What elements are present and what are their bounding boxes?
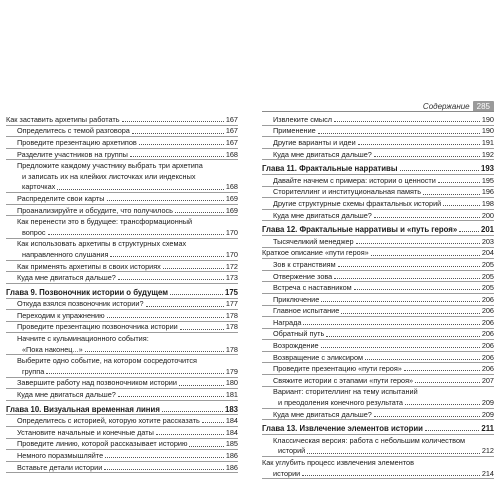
toc-entry-title: Сторителлинг и институциональная память: [273, 187, 422, 197]
toc-chapter-entry: [6, 404, 238, 416]
toc-page-number: 205: [481, 283, 494, 293]
toc-leader-dots: [107, 200, 224, 201]
toc-entry-title: Распределите свои карты: [17, 193, 105, 203]
toc-page-number: 206: [481, 306, 494, 316]
toc-page-number: 190: [481, 126, 494, 136]
toc-entry: [262, 149, 494, 161]
toc-leader-dots: [180, 329, 224, 330]
toc-entry-title: историй: [278, 446, 306, 456]
toc-chapter-entry: [262, 423, 494, 435]
toc-entry-title: Куда мне двигаться дальше?: [273, 409, 372, 419]
toc-entry-title: Выберите одно событие, на котором сосредоточится: [17, 356, 197, 366]
toc-leader-dots: [318, 133, 480, 134]
toc-entry-title: Как применять архетипы в своих историях: [17, 261, 161, 271]
toc-page-number: 195: [481, 175, 494, 185]
toc-entry-title: Определитесь с историей, которую хотите рассказать: [17, 416, 200, 426]
toc-entry-title: Давайте начнем с примера: истории о ценности: [273, 175, 436, 185]
toc-entry: [6, 310, 238, 322]
toc-page-number: 175: [224, 287, 238, 297]
toc-entry: [6, 344, 238, 356]
toc-entry: [6, 149, 238, 161]
toc-entry: [262, 340, 494, 352]
toc-entry-title: Применение: [273, 126, 316, 136]
toc-entry-title: Куда мне двигаться дальше?: [273, 149, 372, 159]
toc-entry: [6, 227, 238, 239]
toc-entry: [262, 294, 494, 306]
toc-entry: [262, 271, 494, 283]
toc-entry-title: Глава 12. Фрактальные нарративы и «путь героя»: [262, 225, 458, 235]
toc-page-number: 191: [481, 137, 494, 147]
toc-entry: [6, 427, 238, 439]
toc-leader-dots: [146, 306, 224, 307]
toc-entry: [6, 114, 238, 126]
toc-entry-title: Возвращение с эликсиром: [273, 352, 364, 362]
toc-entry: [262, 282, 494, 294]
toc-entry-title: Глава 13. Извлечение элементов истории: [262, 424, 423, 434]
toc-page-number: 184: [225, 416, 238, 426]
toc-leader-dots: [334, 278, 480, 279]
toc-entry: [6, 299, 238, 311]
toc-entry-title: Куда мне двигаться дальше?: [17, 390, 116, 400]
toc-page-number: 180: [225, 378, 238, 388]
toc-page-number: 201: [480, 225, 494, 235]
toc-entry-title: Краткое описание «пути героя»: [262, 248, 369, 258]
toc-entry-title: карточках: [22, 182, 56, 192]
toc-entry-title: Как перенести это в будущее: трансформационный: [17, 217, 193, 227]
toc-entry-title: Определитесь с темой разговора: [17, 126, 130, 136]
toc-entry-title: Глава 9. Позвоночник истории о будущем: [6, 287, 169, 297]
toc-page-number: 209: [481, 409, 494, 419]
toc-page-number: 168: [225, 149, 238, 159]
toc-page-number: 207: [481, 375, 494, 385]
toc-leader-dots: [85, 351, 224, 352]
toc-entry: [6, 389, 238, 401]
toc-chapter-entry: [262, 163, 494, 175]
running-header-title: Содержание: [422, 101, 470, 111]
toc-page-number: 167: [225, 114, 238, 124]
toc-entry-title: Глава 11. Фрактальные нарративы: [262, 164, 398, 174]
toc-entry: [262, 187, 494, 199]
toc-page-number: 170: [225, 227, 238, 237]
toc-leader-dots: [156, 434, 224, 435]
toc-leader-dots: [122, 121, 224, 122]
toc-page-number: 179: [225, 366, 238, 376]
toc-entry: [6, 333, 238, 344]
toc-entry: [262, 375, 494, 387]
toc-page-number: 206: [481, 317, 494, 327]
toc-entry-title: Вариант: сторителлинг на тему испытаний: [273, 387, 418, 397]
toc-leader-dots: [307, 453, 480, 454]
toc-leader-dots: [425, 430, 479, 431]
toc-entry-title: Как заставить архетипы работать: [6, 114, 120, 124]
toc-entry: [6, 137, 238, 149]
toc-entry: [262, 457, 494, 468]
toc-entry: [6, 193, 238, 205]
toc-entry-title: Завершите работу над позвоночником истории: [17, 378, 177, 388]
toc-leader-dots: [189, 446, 223, 447]
toc-entry: [262, 409, 494, 421]
toc-page-number: 183: [224, 404, 238, 414]
toc-leader-dots: [374, 416, 480, 417]
toc-leader-dots: [163, 268, 224, 269]
toc-page-number: 205: [481, 271, 494, 281]
toc-entry: [262, 137, 494, 149]
toc-entry: [262, 387, 494, 398]
toc-leader-dots: [356, 243, 480, 244]
toc-entry-title: Предложите каждому участнику выбрать три архетипа: [17, 161, 203, 171]
toc-page-number: 186: [225, 462, 238, 472]
toc-page-number: 178: [225, 310, 238, 320]
toc-entry-title: Классическая версия: работа с небольшим количеством: [273, 435, 466, 445]
toc-entry-title: Возрождение: [273, 341, 319, 351]
toc-leader-dots: [118, 279, 224, 280]
toc-entry-title: Обратный путь: [273, 329, 325, 339]
toc-leader-dots: [107, 317, 224, 318]
toc-entry: [262, 363, 494, 375]
toc-page-number: 206: [481, 294, 494, 304]
toc-leader-dots: [132, 133, 224, 134]
toc-leader-dots: [358, 144, 480, 145]
toc-page-number: 193: [480, 164, 494, 174]
toc-entry: [262, 306, 494, 318]
toc-page-number: 205: [481, 259, 494, 269]
toc-entry-title: Как использовать архетипы в структурных схемах: [17, 239, 187, 249]
toc-entry-title: группа: [22, 366, 45, 376]
toc-page-number: 192: [481, 149, 494, 159]
toc-page-number: 177: [225, 299, 238, 309]
toc-entry: [6, 439, 238, 451]
toc-page-number: 178: [225, 344, 238, 354]
toc-entry: [6, 239, 238, 250]
toc-entry-title: истории: [273, 468, 301, 478]
toc-leader-dots: [326, 336, 480, 337]
toc-page-number: 196: [481, 187, 494, 197]
header-divider: [262, 111, 494, 112]
toc-leader-dots: [110, 256, 223, 257]
toc-entry: [262, 446, 494, 458]
toc-leader-dots: [57, 189, 223, 190]
toc-page-number: 211: [481, 424, 494, 434]
toc-entry: [262, 198, 494, 210]
toc-page-number: 206: [481, 329, 494, 339]
toc-leader-dots: [374, 217, 480, 218]
toc-entry-title: Проведите презентацию архетипов: [17, 137, 137, 147]
toc-entry-title: Вставьте детали истории: [17, 462, 103, 472]
toc-entry-title: вопрос: [22, 227, 46, 237]
toc-entry-title: Проведите презентацию позвоночника истории: [17, 322, 178, 332]
toc-entry: [6, 322, 238, 334]
toc-page-number: 169: [225, 193, 238, 203]
toc-leader-dots: [321, 301, 480, 302]
toc-entry-title: Откуда взялся позвоночник истории?: [17, 299, 144, 309]
toc-page-number: 206: [481, 352, 494, 362]
toc-entry: [262, 210, 494, 222]
toc-page-number: 173: [225, 273, 238, 283]
toc-page-number: 198: [481, 198, 494, 208]
toc-page-number: 204: [481, 248, 494, 258]
page-number-badge: 285: [473, 101, 494, 112]
toc-page-number: 167: [225, 126, 238, 136]
toc-page-number: 184: [225, 427, 238, 437]
toc-leader-dots: [404, 370, 480, 371]
toc-entry-title: Главное испытание: [273, 306, 340, 316]
toc-leader-dots: [338, 266, 480, 267]
toc-leader-dots: [354, 289, 480, 290]
toc-entry-title: Немного поразмышляйте: [17, 451, 104, 461]
toc-entry: [6, 450, 238, 462]
toc-entry: [262, 317, 494, 329]
toc-entry-title: Извлеките смысл: [273, 114, 333, 124]
toc-entry: [262, 329, 494, 341]
toc-chapter-entry: [262, 224, 494, 236]
toc-leader-dots: [105, 457, 224, 458]
toc-entry: [6, 182, 238, 194]
toc-entry-title: Как углубить процесс извлечения элементов: [262, 458, 414, 468]
toc-leader-dots: [139, 144, 224, 145]
toc-leader-dots: [48, 234, 224, 235]
toc-entry-title: Приключение: [273, 294, 320, 304]
toc-left-column: [6, 114, 238, 473]
toc-entry: [262, 352, 494, 364]
toc-page-number: 212: [481, 446, 494, 456]
toc-entry-title: Куда мне двигаться дальше?: [273, 210, 372, 220]
toc-right-column: [262, 114, 494, 479]
toc-entry: [6, 160, 238, 171]
toc-entry-title: Куда мне двигаться дальше?: [17, 273, 116, 283]
toc-chapter-entry: [6, 287, 238, 299]
toc-entry-title: направленного слушания: [22, 249, 109, 259]
toc-leader-dots: [374, 156, 480, 157]
toc-entry-title: и преодоления конечного результата: [278, 398, 403, 408]
toc-entry: [6, 261, 238, 273]
toc-leader-dots: [334, 121, 480, 122]
toc-leader-dots: [415, 382, 480, 383]
toc-entry: [6, 126, 238, 138]
toc-leader-dots: [405, 404, 480, 405]
toc-entry: [262, 114, 494, 126]
toc-leader-dots: [175, 212, 224, 213]
toc-page-number: 185: [225, 439, 238, 449]
toc-entry-title: Отвержение зова: [273, 271, 333, 281]
toc-leader-dots: [162, 411, 223, 412]
toc-entry: [6, 171, 238, 182]
toc-page-number: 190: [481, 114, 494, 124]
toc-page-number: 200: [481, 210, 494, 220]
toc-entry-title: и записать их на клейких листочках или индексных: [22, 171, 196, 181]
toc-entry: [262, 397, 494, 409]
toc-leader-dots: [365, 359, 480, 360]
toc-leader-dots: [341, 313, 480, 314]
toc-entry-title: Установите начальные и конечные даты: [17, 427, 154, 437]
toc-entry: [6, 355, 238, 366]
toc-leader-dots: [130, 156, 224, 157]
toc-page-number: 206: [481, 364, 494, 374]
toc-page-number: 214: [481, 468, 494, 478]
toc-page-number: 170: [225, 249, 238, 259]
toc-entry-title: Проведите презентацию «пути героя»: [273, 364, 402, 374]
toc-entry-title: Свяжите истории с этапами «пути героя»: [273, 375, 414, 385]
toc-leader-dots: [303, 324, 479, 325]
toc-entry: [262, 236, 494, 248]
toc-entry: [6, 415, 238, 427]
toc-entry-title: Глава 10. Визуальная временная линия: [6, 404, 160, 414]
toc-page-number: 203: [481, 236, 494, 246]
toc-page-number: 167: [225, 137, 238, 147]
toc-entry: [6, 378, 238, 390]
toc-entry: [6, 205, 238, 217]
toc-entry-title: Другие структурные схемы фрактальных историй: [273, 198, 442, 208]
toc-entry-title: Начните с кульминационного события:: [17, 334, 149, 344]
toc-leader-dots: [170, 294, 223, 295]
toc-entry: [262, 468, 494, 480]
toc-entry-title: Проанализируйте и обсудите, что получилось: [17, 205, 173, 215]
toc-page-number: 209: [481, 398, 494, 408]
toc-leader-dots: [459, 231, 479, 232]
toc-entry: [262, 126, 494, 138]
toc-page-number: 168: [225, 182, 238, 192]
toc-page-number: 186: [225, 451, 238, 461]
toc-entry: [6, 462, 238, 474]
toc-leader-dots: [118, 396, 224, 397]
toc-page-number: 169: [225, 205, 238, 215]
toc-entry: [262, 175, 494, 187]
toc-entry: [6, 249, 238, 261]
toc-entry: [6, 366, 238, 378]
toc-entry: [6, 272, 238, 284]
toc-leader-dots: [371, 255, 480, 256]
toc-entry-title: Другие варианты и идеи: [273, 137, 356, 147]
toc-leader-dots: [438, 182, 480, 183]
toc-leader-dots: [104, 469, 224, 470]
toc-page-number: 178: [225, 322, 238, 332]
toc-entry-title: «Пока наконец...»: [22, 344, 83, 354]
toc-page-number: 181: [225, 390, 238, 400]
toc-entry-title: Разделите участников на группы: [17, 149, 128, 159]
toc-entry: [262, 259, 494, 271]
toc-entry: [262, 248, 494, 260]
toc-entry-title: Тысячеликий менеджер: [273, 236, 354, 246]
toc-entry-title: Проведите линию, которой рассказывает историю: [17, 439, 188, 449]
toc-leader-dots: [423, 194, 480, 195]
toc-leader-dots: [302, 475, 480, 476]
toc-leader-dots: [179, 385, 224, 386]
toc-leader-dots: [321, 347, 480, 348]
toc-entry-title: Встреча с наставником: [273, 283, 352, 293]
toc-leader-dots: [202, 422, 224, 423]
toc-entry-title: Зов к странствиям: [273, 259, 336, 269]
toc-leader-dots: [46, 373, 224, 374]
toc-page-number: 206: [481, 341, 494, 351]
toc-leader-dots: [443, 205, 480, 206]
toc-entry-title: Переходим к упражнению: [17, 310, 105, 320]
toc-entry: [6, 216, 238, 227]
toc-leader-dots: [400, 170, 479, 171]
toc-page-number: 172: [225, 261, 238, 271]
toc-entry: [262, 435, 494, 446]
toc-entry-title: Награда: [273, 317, 302, 327]
